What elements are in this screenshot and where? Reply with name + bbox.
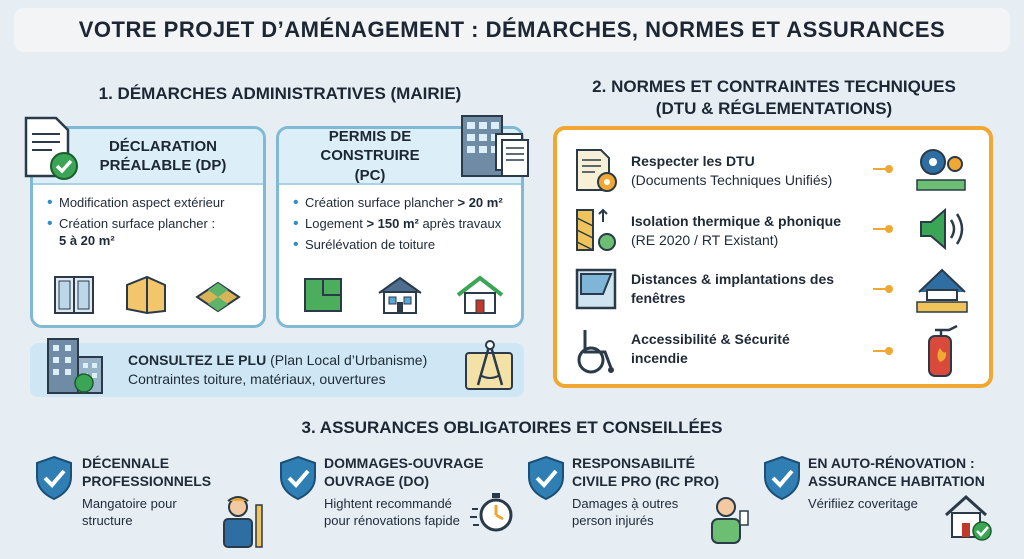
- connector-dot: [873, 288, 889, 290]
- ins-sub-line2: person injurés: [572, 512, 654, 528]
- plu-banner: [30, 343, 524, 397]
- document-check-icon: [22, 116, 80, 182]
- french-window-icon: [51, 275, 97, 315]
- plu-title: CONSULTEZ LE PLU: [128, 352, 267, 368]
- dp-title: DÉCLARATION PRÉALABLE (DP): [99, 137, 227, 174]
- document-gear-icon: [573, 146, 619, 194]
- pc-title: PERMIS DE CONSTRUIRE (PC): [320, 127, 420, 184]
- norm-text: Accessibilité & Sécurité incendie: [631, 331, 790, 366]
- ins-sub-line2: structure: [82, 512, 133, 528]
- ins-sub-line1: Damages ạ̀ outres: [572, 496, 679, 511]
- ins-title-line2: ASSURANCE HABITATION: [808, 472, 985, 489]
- ins-title-line1: DÉCENNALE: [82, 455, 170, 471]
- section2-title: 2. NORMES ET CONTRAINTES TECHNIQUES (DTU & RÉGLEMENTATIONS): [592, 77, 956, 119]
- ins-sub-line1: Mangatoire pour: [82, 496, 177, 511]
- wall-panel-icon: [123, 275, 169, 315]
- ins-title-line2: OUVRAGE (DO): [324, 472, 429, 489]
- plu-subtitle: Contraintes toiture, matériaux, ouvertures: [128, 370, 386, 387]
- building-documents-icon: [456, 112, 530, 182]
- norm-text: Distances & implantations des fenêtres: [631, 271, 835, 306]
- worker-icon: [218, 493, 266, 549]
- list-item: • Modification aspect extérieur: [47, 195, 253, 212]
- pc-icon-row: [301, 275, 505, 315]
- speaker-icon: [917, 206, 969, 252]
- plu-text: [128, 351, 427, 389]
- shield-check-icon: [278, 455, 318, 501]
- norm-text: Respecter les DTU (Documents Techniques Unifiés): [631, 153, 833, 188]
- blueprint-compass-icon: [462, 339, 518, 395]
- house-ruler-icon: [913, 264, 971, 314]
- dp-bullets: [33, 185, 263, 250]
- norm-row-dtu: [557, 144, 989, 194]
- house-green-roof-icon: [455, 275, 505, 315]
- ins-sub-line2: pour rénovations fapide: [324, 512, 460, 528]
- house-check-icon: [942, 491, 994, 543]
- page-title: VOTRE PROJET D’AMÉNAGEMENT : DÉMARCHES, NORMES ET ASSURANCES: [14, 8, 1010, 52]
- window-icon: [573, 266, 619, 314]
- connector-dot: [873, 350, 889, 352]
- house-icon: [375, 275, 425, 315]
- fire-extinguisher-icon: [919, 322, 965, 380]
- dp-icon-row: [51, 275, 241, 315]
- list-item: • Création surface plancher : 5 à 20 m²: [47, 216, 253, 250]
- norm-text: Isolation thermique & phonique (RE 2020 / RT Existant): [631, 213, 841, 248]
- norm-row-isolation: [557, 204, 989, 254]
- connector-dot: [873, 168, 889, 170]
- connector-dot: [873, 228, 889, 230]
- city-buildings-icon: [44, 335, 106, 395]
- section1-title: 1. DÉMARCHES ADMINISTRATIVES (MAIRIE): [98, 84, 462, 103]
- stopwatch-icon: [470, 487, 514, 535]
- norms-panel: [553, 126, 993, 388]
- plu-title-note: (Plan Local d’Urbanisme): [266, 352, 428, 368]
- wheelchair-icon: [573, 326, 619, 376]
- ins-title-line1: EN AUTO-RÉNOVATION :: [808, 455, 975, 471]
- norm-row-accessibility: [557, 324, 989, 380]
- list-item: • Logement > 150 m² après travaux: [293, 216, 511, 233]
- ins-sub-line1: Vérifiiez coveritage: [808, 496, 918, 511]
- ins-title-line1: RESPONSABILITÉ: [572, 455, 695, 471]
- floor-plan-icon: [301, 275, 345, 315]
- shield-check-icon: [34, 455, 74, 501]
- section3-title: 3. ASSURANCES OBLIGATOIRES ET CONSEILLÉES: [301, 418, 723, 437]
- pc-bullets: [279, 185, 521, 254]
- list-item: • Surélévation de toiture: [293, 237, 511, 254]
- insulation-icon: [573, 206, 619, 254]
- ins-title-line1: DOMMAGES-OUVRAGE: [324, 455, 484, 471]
- shield-check-icon: [526, 455, 566, 501]
- ins-title-line2: PROFESSIONNELS: [82, 472, 212, 489]
- floor-tile-icon: [195, 275, 241, 315]
- gears-ruler-icon: [913, 144, 969, 194]
- norm-row-windows: [557, 264, 989, 314]
- ins-title-line2: CIVILE PRO (RC PRO): [572, 472, 720, 489]
- ins-sub-line1: Hightent recommandé: [324, 496, 452, 511]
- injured-person-icon: [706, 495, 750, 545]
- shield-check-icon: [762, 455, 802, 501]
- list-item: • Création surface plancher > 20 m²: [293, 195, 511, 212]
